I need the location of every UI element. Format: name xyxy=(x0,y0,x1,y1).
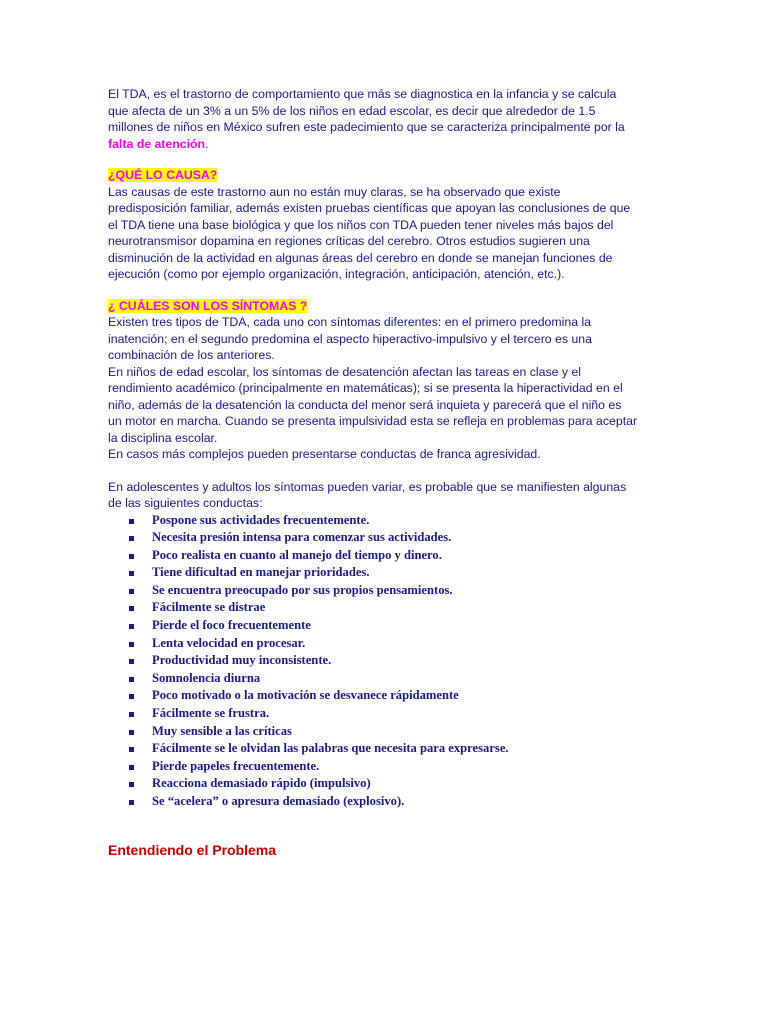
list-item-text: Productividad muy inconsistente. xyxy=(152,653,332,668)
list-item-text: Fácilmente se distrae xyxy=(152,600,266,615)
list-item xyxy=(108,793,638,811)
list-item xyxy=(108,617,638,635)
list-item-text: Se “acelera” o apresura demasiado (explosivo). xyxy=(152,794,405,808)
list-item xyxy=(108,723,638,741)
list-item xyxy=(108,652,638,670)
list-item xyxy=(108,758,638,776)
list-item-text: Somnolencia diurna xyxy=(152,670,261,685)
square-bullet-icon xyxy=(129,624,134,629)
list-item xyxy=(108,599,638,617)
square-bullet-icon xyxy=(129,730,134,735)
list-item-text: Poco realista en cuanto al manejo del tiempo y dinero. xyxy=(152,547,442,562)
list-item xyxy=(108,687,638,705)
causes-heading-text: ¿QUÉ LO CAUSA? xyxy=(108,168,218,182)
intro-end: . xyxy=(205,136,209,151)
list-item-text: Reacciona demasiado rápido (impulsivo) xyxy=(152,776,371,791)
symptoms-heading xyxy=(108,298,638,315)
list-item xyxy=(108,582,638,600)
square-bullet-icon xyxy=(129,554,134,559)
square-bullet-icon xyxy=(129,519,134,524)
list-item-text: Pierde el foco frecuentemente xyxy=(152,618,311,633)
square-bullet-icon xyxy=(129,712,134,717)
square-bullet-icon xyxy=(129,606,134,611)
causes-heading xyxy=(108,167,638,184)
list-item-text: Poco motivado o la motivación se desvanece rápidamente xyxy=(152,688,459,703)
list-item-text: Tiene dificultad en manejar prioridades. xyxy=(152,565,370,580)
list-item xyxy=(108,512,638,530)
causes-paragraph: Las causas de este trastorno aun no están muy claras, se ha observado que existe predisposición familiar, además existen pruebas científicas que apoyan las conclusiones de que el TDA tiene una base biológica y que los niños con TDA pueden tener niveles más bajos del neurotransmisor dopamina en regiones críticas del cerebro. Otros estudios sugieren una disminución de la actividad en algunas áreas del cerebro en donde se manejan funciones de ejecución (como por ejemplo organización, integración, anticipación, atención, etc.). xyxy=(108,184,631,281)
list-item-text: Necesita presión intensa para comenzar sus actividades. xyxy=(152,530,452,545)
list-item xyxy=(108,740,638,758)
list-item-text: Lenta velocidad en procesar. xyxy=(152,635,306,650)
square-bullet-icon xyxy=(129,589,134,594)
intro-text: El TDA, es el trastorno de comportamiento que más se diagnostica en la infancia y se calcula que afecta de un 3% a un 5% de los niños en edad escolar, es decir que alrededor de 1.5 millones de niños en México sufren este padecimiento que se caracteriza principalmente por la xyxy=(108,87,625,134)
square-bullet-icon xyxy=(129,659,134,664)
list-item xyxy=(108,670,638,688)
list-item-text: Se encuentra preocupado por sus propios pensamientos. xyxy=(152,582,453,597)
list-item xyxy=(108,564,638,582)
list-item-text: Pierde papeles frecuentemente. xyxy=(152,758,320,773)
section-title: Entendiendo el Problema xyxy=(108,842,277,858)
square-bullet-icon xyxy=(129,642,134,647)
list-item xyxy=(108,529,638,547)
paragraph-gap xyxy=(108,463,638,479)
list-item xyxy=(108,775,638,793)
list-item xyxy=(108,705,638,723)
symptoms-paragraph-1: Existen tres tipos de TDA, cada uno con síntomas diferentes: en el primero predomina la inatención; en el segundo predomina el aspecto hiperactivo-impulsivo y el tercero es una combinación de los anteriores. xyxy=(108,315,592,362)
list-item xyxy=(108,635,638,653)
symptoms-paragraph-4: En adolescentes y adultos los síntomas pueden variar, es probable que se manifiesten algunas de las siguientes conductas: xyxy=(108,479,627,510)
square-bullet-icon xyxy=(129,536,134,541)
square-bullet-icon xyxy=(129,800,134,805)
square-bullet-icon xyxy=(129,677,134,682)
list-item-text: Muy sensible a las críticas xyxy=(152,723,292,738)
square-bullet-icon xyxy=(129,747,134,752)
list-item-text: Pospone sus actividades frecuentemente. xyxy=(152,512,370,527)
square-bullet-icon xyxy=(129,782,134,787)
list-item-text: Fácilmente se le olvidan las palabras que necesita para expresarse. xyxy=(152,741,509,756)
intro-paragraph xyxy=(108,86,638,152)
symptoms-paragraph-2: En niños de edad escolar, los síntomas de desatención afectan las tareas en clase y el rendimiento académico (principalmente en matemáticas); si se presenta la hiperactividad en el niño, además de la desatención la conducta del menor será inquieta y parecerá que el niño es un motor en marcha. Cuando se presenta impulsividad esta se refleja en problemas para aceptar la disciplina escolar. xyxy=(108,364,638,445)
symptoms-paragraph-3: En casos más complejos pueden presentarse conductas de franca agresividad. xyxy=(108,447,541,461)
square-bullet-icon xyxy=(129,694,134,699)
list-item-text: Fácilmente se frustra. xyxy=(152,706,270,721)
document-body xyxy=(108,86,638,811)
symptoms-heading-text: ¿ CUÁLES SON LOS SÍNTOMAS ? xyxy=(108,298,308,313)
list-item xyxy=(108,547,638,565)
square-bullet-icon xyxy=(129,571,134,576)
square-bullet-icon xyxy=(129,765,134,770)
intro-highlight: falta de atención xyxy=(108,136,206,151)
symptoms-list xyxy=(108,512,638,811)
